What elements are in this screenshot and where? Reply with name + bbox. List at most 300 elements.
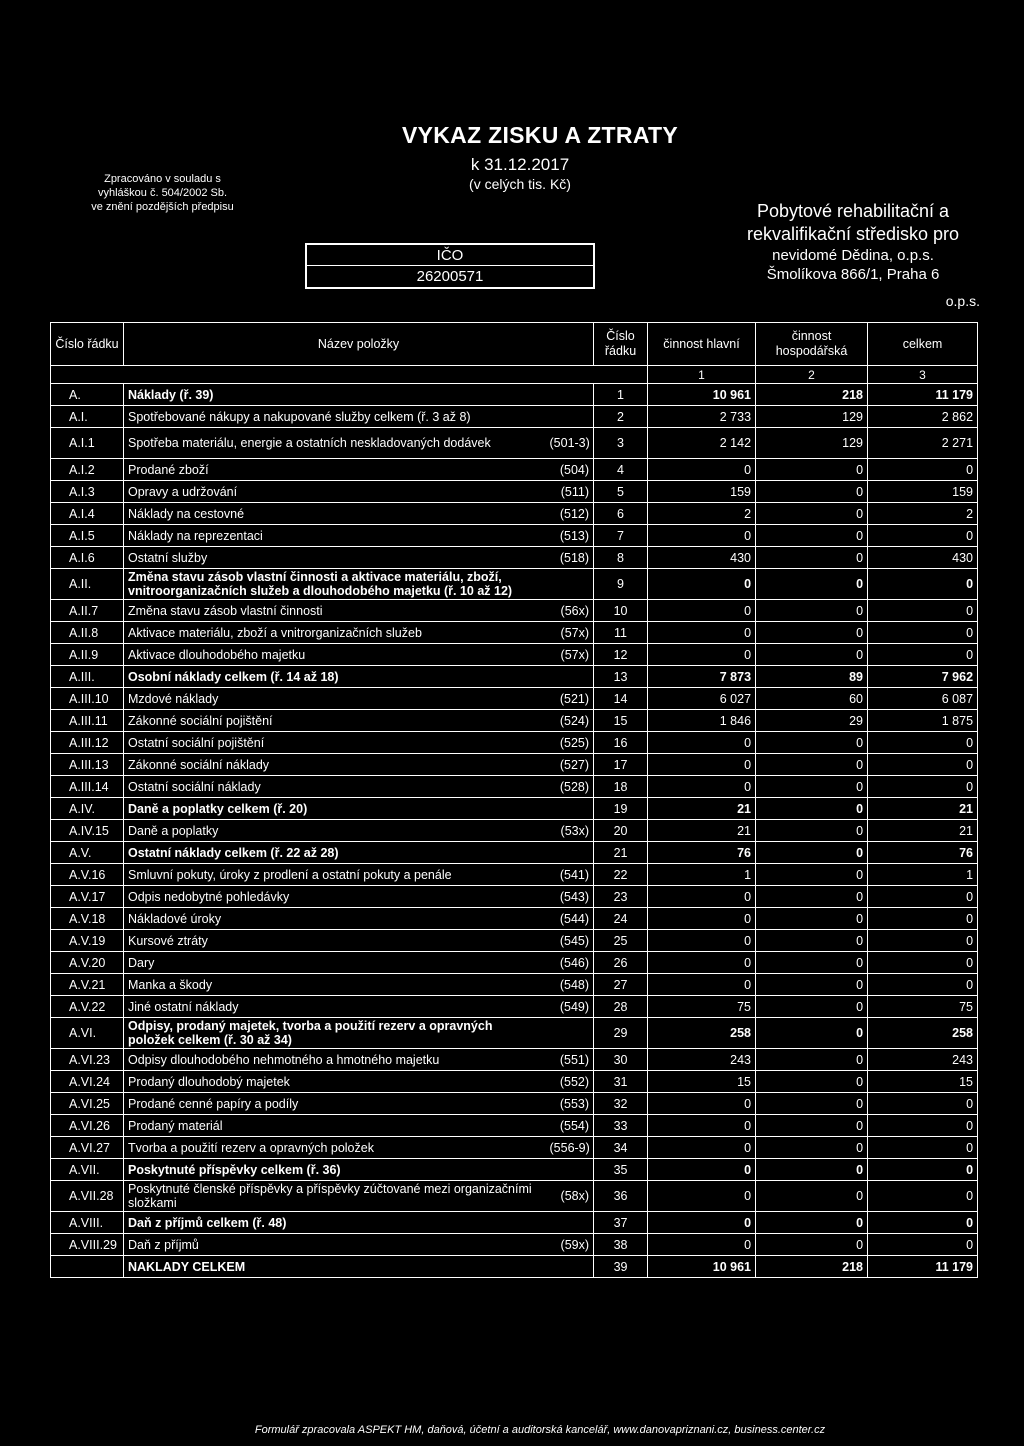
report-title: VYKAZ ZISKU A ZTRATY xyxy=(401,122,679,148)
row-line-no: 3 xyxy=(594,428,648,459)
row-code: A.I.6 xyxy=(51,547,124,569)
row-main: 0 xyxy=(648,732,756,754)
table-row xyxy=(51,886,978,908)
row-name xyxy=(124,886,546,908)
row-main: 0 xyxy=(648,754,756,776)
row-line-no: 30 xyxy=(594,1049,648,1071)
row-total: 430 xyxy=(868,547,978,569)
row-name xyxy=(124,974,546,996)
row-total: 2 862 xyxy=(868,406,978,428)
row-line-no: 34 xyxy=(594,1137,648,1159)
table-row xyxy=(51,459,978,481)
row-name xyxy=(124,547,546,569)
row-line-no: 12 xyxy=(594,644,648,666)
row-account: (543) xyxy=(546,886,594,908)
table-row xyxy=(51,1137,978,1159)
row-name-text: Ostatní služby xyxy=(128,550,208,565)
row-name xyxy=(124,622,546,644)
row-main: 0 xyxy=(648,1137,756,1159)
row-economic: 0 xyxy=(756,569,868,600)
legal-form: o.p.s. xyxy=(945,293,980,309)
table-row xyxy=(51,710,978,732)
row-economic: 60 xyxy=(756,688,868,710)
row-code: A.III.13 xyxy=(51,754,124,776)
organization-line: rekvalifikační středisko pro xyxy=(746,224,960,244)
row-account xyxy=(546,1018,594,1049)
row-name-text: Daň z příjmů celkem (ř. 48) xyxy=(128,1215,287,1230)
row-main: 0 xyxy=(648,1234,756,1256)
row-account: (553) xyxy=(546,1093,594,1115)
col-main: činnost hlavní xyxy=(648,323,756,366)
table-row xyxy=(51,688,978,710)
row-line-no: 13 xyxy=(594,666,648,688)
row-economic: 218 xyxy=(756,1256,868,1278)
row-name xyxy=(124,384,546,406)
row-name xyxy=(124,1049,546,1071)
row-main: 243 xyxy=(648,1049,756,1071)
row-account: (528) xyxy=(546,776,594,798)
row-name-text: Osobní náklady celkem (ř. 14 až 18) xyxy=(128,669,339,684)
row-name-text: Ostatní sociální náklady xyxy=(128,779,261,794)
row-name-text: Ostatní sociální pojištění xyxy=(128,735,265,750)
row-name-text: NAKLADY CELKEM xyxy=(128,1259,246,1274)
row-code: A.III. xyxy=(51,666,124,688)
row-code: A.I. xyxy=(51,406,124,428)
row-total: 0 xyxy=(868,952,978,974)
row-name-text: Aktivace materiálu, zboží a vnitrorganizačních služeb xyxy=(128,625,422,640)
row-total: 0 xyxy=(868,600,978,622)
row-line-no: 29 xyxy=(594,1018,648,1049)
row-line-no: 14 xyxy=(594,688,648,710)
row-line-no: 35 xyxy=(594,1159,648,1181)
row-main: 0 xyxy=(648,1181,756,1212)
row-economic: 129 xyxy=(756,428,868,459)
row-total: 21 xyxy=(868,798,978,820)
row-name xyxy=(124,798,546,820)
row-name-text: Změna stavu zásob vlastní činnosti xyxy=(128,603,323,618)
row-line-no: 10 xyxy=(594,600,648,622)
row-main: 6 027 xyxy=(648,688,756,710)
row-account: (525) xyxy=(546,732,594,754)
row-total: 11 179 xyxy=(868,384,978,406)
col-total: celkem xyxy=(868,323,978,366)
row-name-text: Kursové ztráty xyxy=(128,933,208,948)
row-economic: 89 xyxy=(756,666,868,688)
table-row xyxy=(51,1071,978,1093)
row-main: 0 xyxy=(648,1093,756,1115)
row-main: 0 xyxy=(648,525,756,547)
row-line-no: 36 xyxy=(594,1181,648,1212)
row-total: 243 xyxy=(868,1049,978,1071)
row-code: A.VI.24 xyxy=(51,1071,124,1093)
table-row xyxy=(51,622,978,644)
table-row xyxy=(51,600,978,622)
row-account: (549) xyxy=(546,996,594,1018)
row-economic: 0 xyxy=(756,525,868,547)
row-line-no: 2 xyxy=(594,406,648,428)
row-code: A.II.7 xyxy=(51,600,124,622)
header-row xyxy=(51,323,978,366)
table-row xyxy=(51,908,978,930)
row-line-no: 23 xyxy=(594,886,648,908)
row-name-text: Náklady (ř. 39) xyxy=(128,387,214,402)
row-economic: 0 xyxy=(756,600,868,622)
row-name-text: Odpis nedobytné pohledávky xyxy=(128,889,290,904)
row-total: 1 875 xyxy=(868,710,978,732)
row-economic: 0 xyxy=(756,886,868,908)
row-line-no: 25 xyxy=(594,930,648,952)
table-row xyxy=(51,1234,978,1256)
row-total: 75 xyxy=(868,996,978,1018)
row-economic: 0 xyxy=(756,1049,868,1071)
row-code: A.III.10 xyxy=(51,688,124,710)
row-economic: 0 xyxy=(756,952,868,974)
organization-name xyxy=(712,200,994,284)
row-name xyxy=(124,776,546,798)
row-account xyxy=(546,406,594,428)
row-total: 6 087 xyxy=(868,688,978,710)
row-account: (57x) xyxy=(546,622,594,644)
row-total: 2 xyxy=(868,503,978,525)
row-account: (524) xyxy=(546,710,594,732)
row-economic: 0 xyxy=(756,1071,868,1093)
row-code: A.III.12 xyxy=(51,732,124,754)
row-line-no: 5 xyxy=(594,481,648,503)
row-economic: 0 xyxy=(756,1137,868,1159)
row-main: 0 xyxy=(648,459,756,481)
row-line-no: 22 xyxy=(594,864,648,886)
row-economic: 0 xyxy=(756,503,868,525)
table-row xyxy=(51,952,978,974)
row-total: 0 xyxy=(868,644,978,666)
row-account: (518) xyxy=(546,547,594,569)
table-row xyxy=(51,384,978,406)
row-total: 0 xyxy=(868,1212,978,1234)
row-name-text: Ostatní náklady celkem (ř. 22 až 28) xyxy=(128,845,339,860)
row-main: 15 xyxy=(648,1071,756,1093)
row-main: 76 xyxy=(648,842,756,864)
row-account: (53x) xyxy=(546,820,594,842)
row-main: 10 961 xyxy=(648,384,756,406)
row-name-text: Manka a škody xyxy=(128,977,213,992)
row-economic: 0 xyxy=(756,622,868,644)
row-account: (545) xyxy=(546,930,594,952)
row-code: A.V.16 xyxy=(51,864,124,886)
row-name-text: Opravy a udržování xyxy=(128,484,238,499)
table-row xyxy=(51,1181,978,1212)
row-total: 258 xyxy=(868,1018,978,1049)
organization-address: Šmolíkova 866/1, Praha 6 xyxy=(766,266,940,283)
row-total: 0 xyxy=(868,1234,978,1256)
row-economic: 129 xyxy=(756,406,868,428)
row-name xyxy=(124,1181,546,1212)
row-total: 159 xyxy=(868,481,978,503)
row-economic: 0 xyxy=(756,1018,868,1049)
row-line-no: 8 xyxy=(594,547,648,569)
row-total: 21 xyxy=(868,820,978,842)
row-name xyxy=(124,732,546,754)
row-account: (504) xyxy=(546,459,594,481)
row-line-no: 9 xyxy=(594,569,648,600)
row-name-text: Prodaný dlouhodobý majetek xyxy=(128,1074,290,1089)
table-row xyxy=(51,503,978,525)
row-economic: 0 xyxy=(756,481,868,503)
row-account: (513) xyxy=(546,525,594,547)
row-line-no: 27 xyxy=(594,974,648,996)
table-row xyxy=(51,569,978,600)
row-main: 75 xyxy=(648,996,756,1018)
row-name xyxy=(124,952,546,974)
row-name-text: Náklady na reprezentaci xyxy=(128,528,263,543)
row-name-text: Prodaný materiál xyxy=(128,1118,223,1133)
row-total: 0 xyxy=(868,754,978,776)
row-account: (512) xyxy=(546,503,594,525)
row-line-no: 33 xyxy=(594,1115,648,1137)
row-total: 0 xyxy=(868,459,978,481)
row-code: A.I.1 xyxy=(51,428,124,459)
row-code xyxy=(51,1256,124,1278)
row-code: A.V. xyxy=(51,842,124,864)
row-name xyxy=(124,710,546,732)
table-row xyxy=(51,1256,978,1278)
row-account: (501-3) xyxy=(546,428,594,459)
row-economic: 0 xyxy=(756,1115,868,1137)
row-total: 0 xyxy=(868,908,978,930)
row-total: 0 xyxy=(868,525,978,547)
table-row xyxy=(51,864,978,886)
row-name-text: Náklady na cestovné xyxy=(128,506,245,521)
row-account: (58x) xyxy=(546,1181,594,1212)
row-name xyxy=(124,1115,546,1137)
row-name xyxy=(124,525,546,547)
row-name xyxy=(124,688,546,710)
row-economic: 0 xyxy=(756,459,868,481)
row-account: (57x) xyxy=(546,644,594,666)
row-main: 258 xyxy=(648,1018,756,1049)
table-row xyxy=(51,1159,978,1181)
col-economic: činnost hospodářská xyxy=(756,323,868,366)
row-total: 15 xyxy=(868,1071,978,1093)
row-line-no: 31 xyxy=(594,1071,648,1093)
table-row xyxy=(51,842,978,864)
legal-note-line: ve znění pozdějších předpisu xyxy=(91,201,234,213)
row-economic: 0 xyxy=(756,820,868,842)
row-economic: 0 xyxy=(756,1212,868,1234)
row-account xyxy=(546,569,594,600)
row-total: 0 xyxy=(868,1159,978,1181)
row-total: 76 xyxy=(868,842,978,864)
row-total: 0 xyxy=(868,886,978,908)
index-row xyxy=(51,366,978,384)
row-account: (554) xyxy=(546,1115,594,1137)
row-code: A.V.21 xyxy=(51,974,124,996)
row-line-no: 1 xyxy=(594,384,648,406)
row-account xyxy=(546,1159,594,1181)
row-name xyxy=(124,666,546,688)
row-economic: 0 xyxy=(756,908,868,930)
organization-line: nevidomé Dědina, o.p.s. xyxy=(772,247,934,264)
legal-note xyxy=(50,172,275,214)
row-economic: 0 xyxy=(756,930,868,952)
row-line-no: 24 xyxy=(594,908,648,930)
table-row xyxy=(51,996,978,1018)
row-main: 0 xyxy=(648,1115,756,1137)
row-name xyxy=(124,644,546,666)
row-line-no: 15 xyxy=(594,710,648,732)
row-name-text: Poskytnuté členské příspěvky a příspěvky zúčtované mezi organizačními složkami xyxy=(128,1182,532,1210)
ico-label: IČO xyxy=(307,245,593,266)
row-economic: 0 xyxy=(756,776,868,798)
row-code: A.VI.25 xyxy=(51,1093,124,1115)
row-total: 0 xyxy=(868,569,978,600)
report-date: k 31.12.2017 xyxy=(470,155,570,174)
row-name xyxy=(124,481,546,503)
row-code: A.I.5 xyxy=(51,525,124,547)
row-code: A.II.8 xyxy=(51,622,124,644)
row-main: 0 xyxy=(648,644,756,666)
table-row xyxy=(51,1049,978,1071)
table-row xyxy=(51,820,978,842)
row-name-text: Daň z příjmů xyxy=(128,1237,199,1252)
row-code: A.V.22 xyxy=(51,996,124,1018)
row-line-no: 39 xyxy=(594,1256,648,1278)
row-account: (56x) xyxy=(546,600,594,622)
row-main: 0 xyxy=(648,622,756,644)
row-total: 0 xyxy=(868,622,978,644)
row-main: 10 961 xyxy=(648,1256,756,1278)
row-name xyxy=(124,600,546,622)
row-name xyxy=(124,406,546,428)
row-name xyxy=(124,908,546,930)
col-index: 1 xyxy=(648,366,756,384)
row-name xyxy=(124,1137,546,1159)
table-row xyxy=(51,481,978,503)
row-code: A.V.17 xyxy=(51,886,124,908)
col-index: 2 xyxy=(756,366,868,384)
row-account: (548) xyxy=(546,974,594,996)
row-code: A.VII. xyxy=(51,1159,124,1181)
row-total: 0 xyxy=(868,776,978,798)
row-main: 0 xyxy=(648,1159,756,1181)
row-account xyxy=(546,384,594,406)
row-line-no: 21 xyxy=(594,842,648,864)
row-total: 0 xyxy=(868,732,978,754)
row-code: A.IV. xyxy=(51,798,124,820)
table-row xyxy=(51,930,978,952)
row-name xyxy=(124,842,546,864)
row-account xyxy=(546,1212,594,1234)
row-economic: 218 xyxy=(756,384,868,406)
row-main: 21 xyxy=(648,820,756,842)
row-code: A.VIII. xyxy=(51,1212,124,1234)
table-row xyxy=(51,732,978,754)
row-name xyxy=(124,1234,546,1256)
row-name xyxy=(124,569,546,600)
row-name xyxy=(124,1159,546,1181)
row-code: A.VI.27 xyxy=(51,1137,124,1159)
row-name xyxy=(124,1071,546,1093)
row-economic: 0 xyxy=(756,864,868,886)
table-row xyxy=(51,666,978,688)
ico-value: 26200571 xyxy=(416,268,484,285)
row-main: 0 xyxy=(648,600,756,622)
row-total: 11 179 xyxy=(868,1256,978,1278)
row-main: 1 846 xyxy=(648,710,756,732)
row-main: 7 873 xyxy=(648,666,756,688)
row-main: 0 xyxy=(648,776,756,798)
row-name-text: Smluvní pokuty, úroky z prodlení a ostatní pokuty a penále xyxy=(128,867,452,882)
row-main: 159 xyxy=(648,481,756,503)
row-account xyxy=(546,842,594,864)
row-name-text: Mzdové náklady xyxy=(128,691,219,706)
row-account xyxy=(546,666,594,688)
row-code: A.VI.26 xyxy=(51,1115,124,1137)
row-line-no: 11 xyxy=(594,622,648,644)
row-economic: 0 xyxy=(756,798,868,820)
row-code: A.VIII.29 xyxy=(51,1234,124,1256)
row-line-no: 20 xyxy=(594,820,648,842)
row-main: 430 xyxy=(648,547,756,569)
table-row xyxy=(51,1093,978,1115)
row-name xyxy=(124,864,546,886)
row-total: 7 962 xyxy=(868,666,978,688)
row-account: (541) xyxy=(546,864,594,886)
row-economic: 0 xyxy=(756,842,868,864)
row-account: (527) xyxy=(546,754,594,776)
row-total: 0 xyxy=(868,1093,978,1115)
table-row xyxy=(51,1018,978,1049)
row-main: 0 xyxy=(648,886,756,908)
row-code: A.VI.23 xyxy=(51,1049,124,1071)
row-line-no: 6 xyxy=(594,503,648,525)
row-name xyxy=(124,754,546,776)
row-name-text: Aktivace dlouhodobého majetku xyxy=(128,647,306,662)
table-row xyxy=(51,776,978,798)
row-account: (551) xyxy=(546,1049,594,1071)
row-name xyxy=(124,1018,546,1049)
table-row xyxy=(51,1115,978,1137)
row-account: (59x) xyxy=(546,1234,594,1256)
row-name-text: Změna stavu zásob vlastní činnosti a aktivace materiálu, zboží, vnitroorganizačních služeb a dlouhodobého majetku (ř. 10 až 12) xyxy=(128,570,513,598)
row-main: 0 xyxy=(648,908,756,930)
income-statement-table xyxy=(50,322,977,1278)
row-name-text: Dary xyxy=(128,955,155,970)
row-economic: 0 xyxy=(756,1181,868,1212)
row-account: (521) xyxy=(546,688,594,710)
row-line-no: 38 xyxy=(594,1234,648,1256)
row-economic: 0 xyxy=(756,732,868,754)
row-main: 0 xyxy=(648,974,756,996)
table-row xyxy=(51,1212,978,1234)
col-line-no: Číslo řádku xyxy=(594,323,648,366)
row-account: (544) xyxy=(546,908,594,930)
row-line-no: 26 xyxy=(594,952,648,974)
row-code: A.V.20 xyxy=(51,952,124,974)
row-economic: 0 xyxy=(756,996,868,1018)
row-name xyxy=(124,503,546,525)
col-index: 3 xyxy=(868,366,978,384)
row-total: 0 xyxy=(868,974,978,996)
row-name-text: Zákonné sociální náklady xyxy=(128,757,270,772)
table-row xyxy=(51,798,978,820)
row-main: 0 xyxy=(648,569,756,600)
footer-note: Formulář zpracovala ASPEKT HM, daňová, účetní a auditorská kancelář, www.danovapriznani.cz, business.center.cz xyxy=(254,1424,826,1436)
organization-line: Pobytové rehabilitační a xyxy=(756,201,950,221)
row-economic: 0 xyxy=(756,1093,868,1115)
row-economic: 0 xyxy=(756,1159,868,1181)
table-row xyxy=(51,406,978,428)
row-name xyxy=(124,459,546,481)
